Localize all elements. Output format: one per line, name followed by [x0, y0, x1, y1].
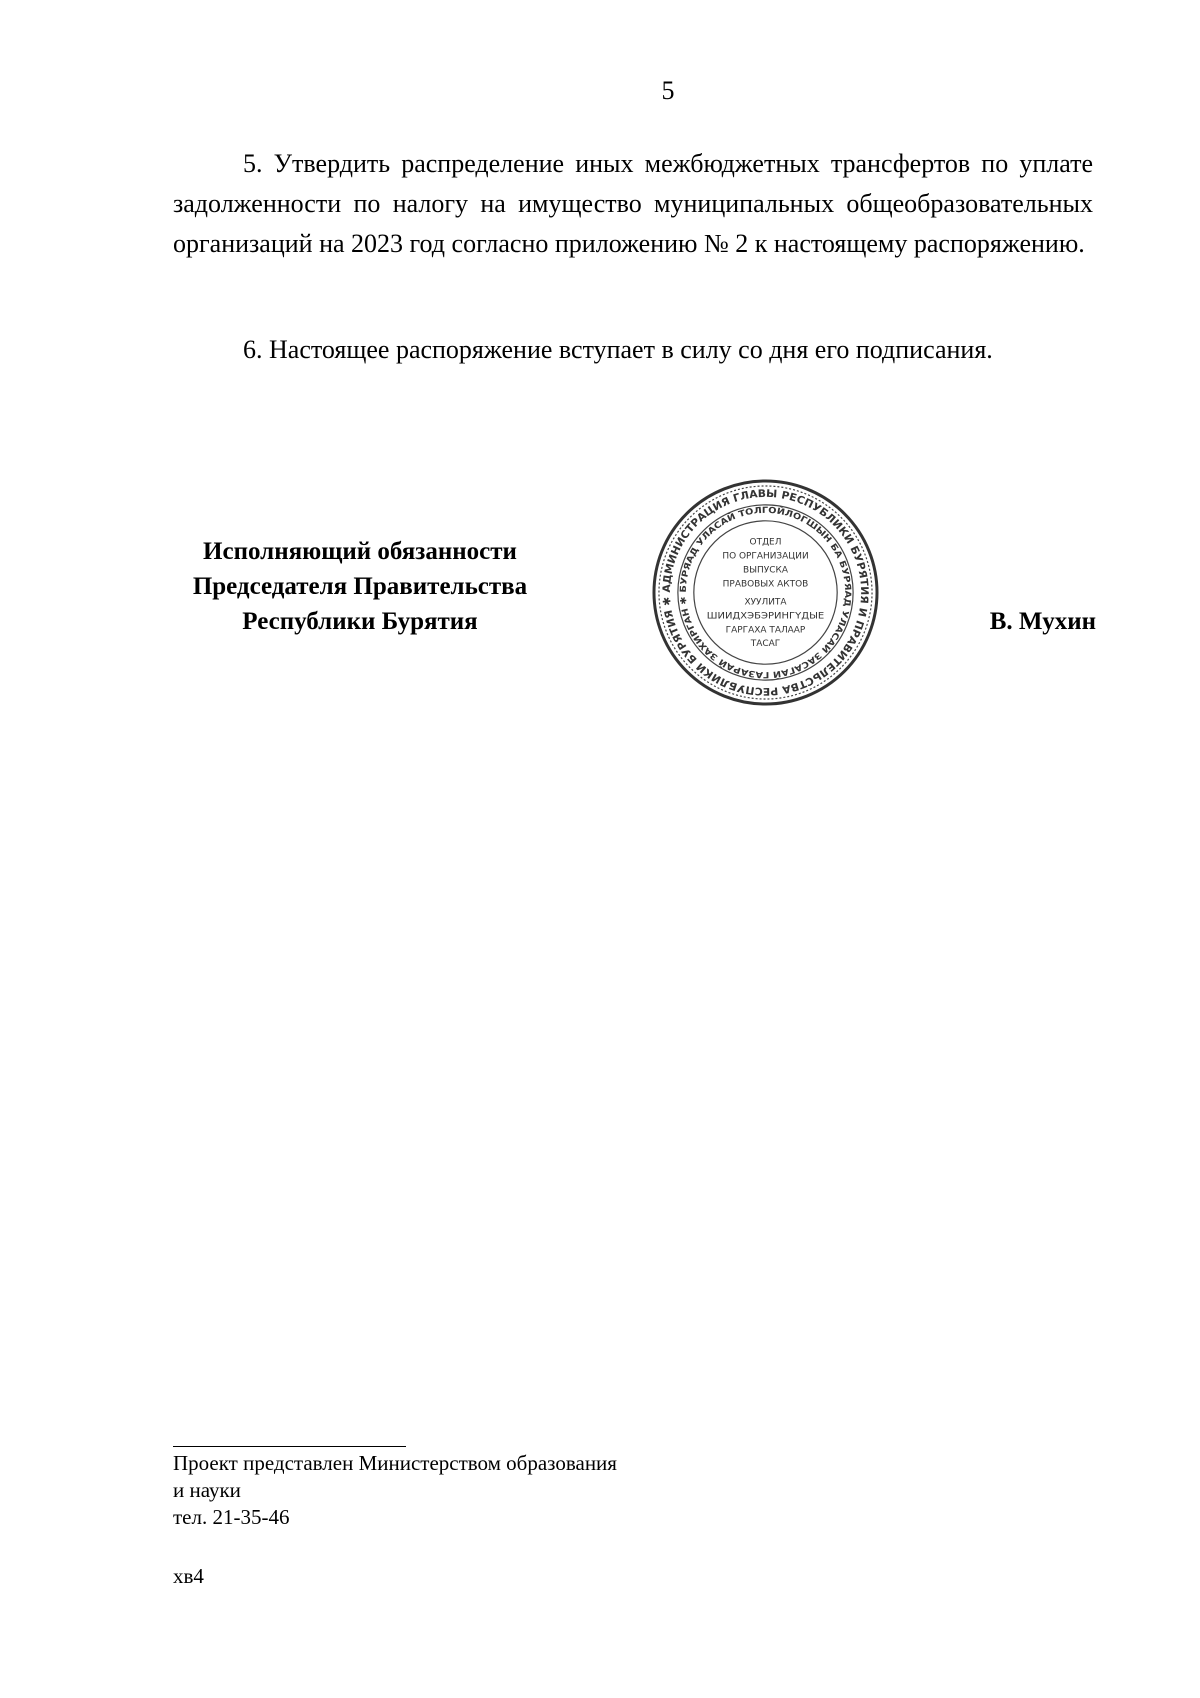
seal-center-line: ТАСАГ: [750, 639, 781, 650]
seal-center-line: ШИИДХЭБЭРИНГҮДЫЕ: [706, 611, 825, 622]
footnote-line: и науки: [173, 1478, 241, 1502]
signatory-title-line: Исполняющий обязанности: [203, 538, 517, 565]
page-number: 5: [661, 76, 675, 105]
paragraph-item-6: 6. Настоящее распоряжение вступает в силу со дня его подписания.: [243, 335, 993, 364]
footnote-divider: [173, 1446, 406, 1447]
seal-center-line: ХУУЛИТА: [744, 597, 787, 608]
signatory-title-line: Республики Бурятия: [242, 608, 478, 635]
seal-center-line: ПРАВОВЫХ АКТОВ: [722, 579, 809, 590]
signatory-title: [160, 534, 560, 639]
signatory-title-line: Председателя Правительства: [192, 573, 528, 600]
footnote: [173, 1450, 773, 1531]
seal-center-line: ПО ОРГАНИЗАЦИИ: [722, 551, 809, 562]
seal-center-line: ГАРГАХА ТАЛААР: [725, 625, 806, 636]
official-seal-stamp: [651, 478, 880, 707]
footnote-line: тел. 21-35-46: [173, 1505, 290, 1529]
seal-center-line: ВЫПУСКА: [743, 565, 788, 576]
seal-center-line: ОТДЕЛ: [749, 537, 782, 548]
seal-inner-ring-text: БУРЯАД УЛАСАЙ ТОЛГОЙЛОГШЫН БА БУРЯАД УЛАСАЙ ЗАСАГАЙ ГАЗАРАЙ ЗАХИРГАН ✱: [677, 504, 854, 681]
document-code: хв4: [173, 1564, 204, 1588]
seal-outer-ring-text: АДМИНИСТРАЦИЯ ГЛАВЫ РЕСПУБЛИКИ БУРЯТИЯ И ПРАВИТЕЛЬСТВА РЕСПУБЛИКИ БУРЯТИЯ ✱: [660, 487, 871, 698]
footnote-line: Проект представлен Министерством образования: [173, 1451, 617, 1475]
paragraph-item-5: 5. Утвердить распределение иных межбюджетных трансфертов по уплате задолженности по налогу на имущество муниципальных общеобразовательных организаций на 2023 год согласно приложению № 2 к настоящему распоряжению.: [173, 149, 1093, 258]
signatory-name: В. Мухин: [989, 608, 1096, 635]
